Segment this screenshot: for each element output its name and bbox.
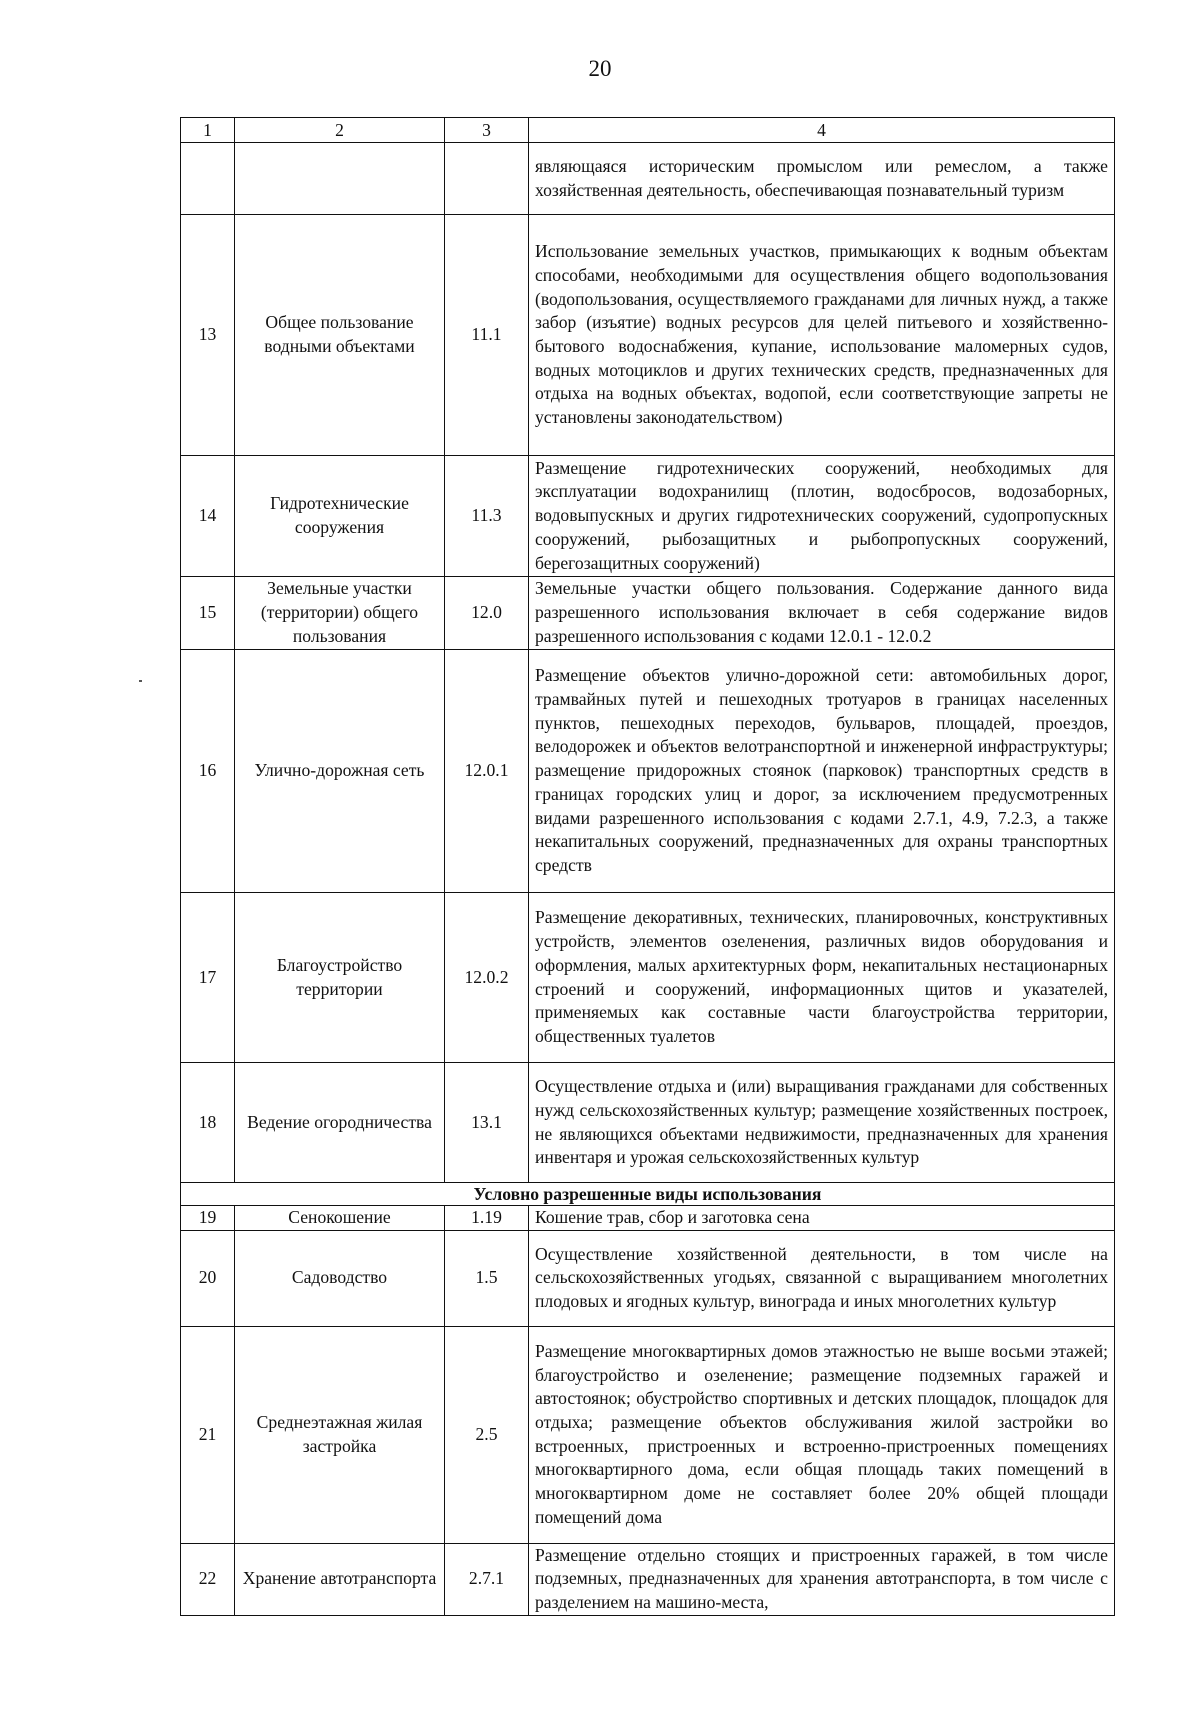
- use-code: 12.0: [445, 577, 529, 650]
- use-name: Благоустройство территории: [235, 893, 445, 1063]
- table-row: [181, 1063, 1115, 1183]
- table-row: [181, 1543, 1115, 1615]
- use-name: Садоводство: [235, 1230, 445, 1326]
- row-number: 14: [181, 456, 235, 577]
- table-row: [181, 215, 1115, 456]
- use-name: Сенокошение: [235, 1206, 445, 1231]
- use-description: Размещение декоративных, технических, планировочных, конструктивных устройств, элементов озеленения, различных видов оборудования и оформления, малых архитектурных форм, некапитальных нестационарных строений и сооружений, информационных щитов и указателей, применяемых как составные части благоустройства территории, общественных туалетов: [529, 893, 1115, 1063]
- use-description: Размещение объектов улично-дорожной сети: автомобильных дорог, трамвайных путей и пешеходных тротуаров в границах населенных пунктов, пешеходных переходов, бульваров, площадей, проездов, велодорожек и объектов велотранспортной и инженерной инфраструктуры; размещение придорожных стоянок (парковок) транспортных средств в границах городских улиц и дорог, за исключением предусмотренных видами разрешенного использования с кодами 2.7.1, 4.9, 7.2.3, а также некапитальных сооружений, предназначенных для охраны транспортных средств: [529, 650, 1115, 893]
- use-description: Осуществление отдыха и (или) выращивания гражданами для собственных нужд сельскохозяйственных культур; размещение хозяйственных построек, не являющихся объектами недвижимости, предназначенных для хранения инвентаря и урожая сельскохозяйственных культур: [529, 1063, 1115, 1183]
- row-number: 22: [181, 1543, 235, 1615]
- header-cell-1: 1: [181, 118, 235, 143]
- use-code: [445, 143, 529, 215]
- use-description: Земельные участки общего пользования. Содержание данного вида разрешенного использования включает в себя содержание видов разрешенного использования с кодами 12.0.1 - 12.0.2: [529, 577, 1115, 650]
- scan-dot: [139, 680, 142, 682]
- row-number: 16: [181, 650, 235, 893]
- section-heading-row: [181, 1183, 1115, 1206]
- use-name: Хранение автотранспорта: [235, 1543, 445, 1615]
- table-row: [181, 1326, 1115, 1543]
- use-code: 11.1: [445, 215, 529, 456]
- use-name: Улично-дорожная сеть: [235, 650, 445, 893]
- land-use-table: [180, 117, 1115, 1616]
- section-title: Условно разрешенные виды использования: [181, 1183, 1115, 1206]
- row-number: 15: [181, 577, 235, 650]
- use-description: Размещение многоквартирных домов этажностью не выше восьми этажей; благоустройство и озеленение; размещение подземных гаражей и автостоянок; обустройство спортивных и детских площадок, площадок для отдыха; размещение объектов обслуживания жилой застройки во встроенных, пристроенных и встроенно-пристроенных помещениях многоквартирного дома, если общая площадь таких помещений в многоквартирном доме не составляет более 20% общей площади помещений дома: [529, 1326, 1115, 1543]
- use-code: 11.3: [445, 456, 529, 577]
- use-description: Кошение трав, сбор и заготовка сена: [529, 1206, 1115, 1231]
- use-name: Общее пользование водными объектами: [235, 215, 445, 456]
- use-code: 12.0.2: [445, 893, 529, 1063]
- use-name: Земельные участки (территории) общего пользования: [235, 577, 445, 650]
- header-cell-2: 2: [235, 118, 445, 143]
- table-row: [181, 893, 1115, 1063]
- use-code: 12.0.1: [445, 650, 529, 893]
- header-cell-4: 4: [529, 118, 1115, 143]
- table-row: [181, 650, 1115, 893]
- use-description: Использование земельных участков, примыкающих к водным объектам способами, необходимыми для осуществления общего водопользования (водопользования, осуществляемого гражданами для личных нужд, а также забор (изъятие) водных ресурсов для целей питьевого и хозяйственно-бытового водоснабжения, купание, использование маломерных судов, водных мотоциклов и других технических средств, предназначенных для отдыха на водных объектах, водопой, если соответствующие запреты не установлены законодательством): [529, 215, 1115, 456]
- table-row: [181, 143, 1115, 215]
- use-name: Гидротехнические сооружения: [235, 456, 445, 577]
- use-code: 1.19: [445, 1206, 529, 1231]
- use-description: Размещение отдельно стоящих и пристроенных гаражей, в том числе подземных, предназначенных для хранения автотранспорта, в том числе с разделением на машино-места,: [529, 1543, 1115, 1615]
- table-row: [181, 456, 1115, 577]
- use-code: 2.7.1: [445, 1543, 529, 1615]
- row-number: 18: [181, 1063, 235, 1183]
- row-number: 21: [181, 1326, 235, 1543]
- row-number: [181, 143, 235, 215]
- page-number: 20: [588, 56, 612, 81]
- use-code: 13.1: [445, 1063, 529, 1183]
- use-code: 1.5: [445, 1230, 529, 1326]
- row-number: 17: [181, 893, 235, 1063]
- use-description: являющаяся историческим промыслом или ремеслом, а также хозяйственная деятельность, обеспечивающая познавательный туризм: [529, 143, 1115, 215]
- table-header-row: [181, 118, 1115, 143]
- use-name: Ведение огородничества: [235, 1063, 445, 1183]
- table-row: [181, 577, 1115, 650]
- row-number: 20: [181, 1230, 235, 1326]
- use-description: Размещение гидротехнических сооружений, необходимых для эксплуатации водохранилищ (плотин, водосбросов, водозаборных, водовыпускных и других гидротехнических сооружений, судопропускных сооружений, рыбозащитных и рыбопропускных сооружений, берегозащитных сооружений): [529, 456, 1115, 577]
- row-number: 19: [181, 1206, 235, 1231]
- use-description: Осуществление хозяйственной деятельности, в том числе на сельскохозяйственных угодьях, связанной с выращиванием многолетних плодовых и ягодных культур, винограда и иных многолетних культур: [529, 1230, 1115, 1326]
- use-code: 2.5: [445, 1326, 529, 1543]
- header-cell-3: 3: [445, 118, 529, 143]
- table-row: [181, 1206, 1115, 1231]
- use-name: Среднеэтажная жилая застройка: [235, 1326, 445, 1543]
- use-name: [235, 143, 445, 215]
- row-number: 13: [181, 215, 235, 456]
- table-row: [181, 1230, 1115, 1326]
